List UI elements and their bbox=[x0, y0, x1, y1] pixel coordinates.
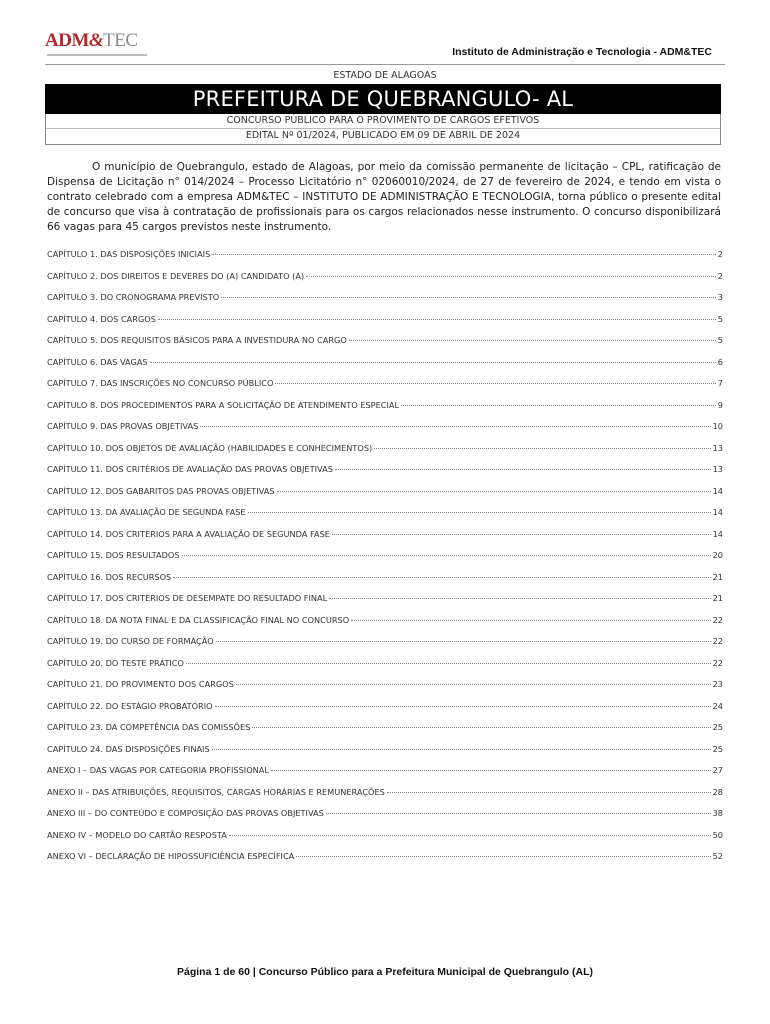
toc-dot-leader bbox=[277, 490, 711, 492]
toc-entry[interactable] bbox=[47, 378, 723, 400]
toc-dot-leader bbox=[271, 769, 711, 771]
toc-entry-label: CAPÍTULO 15. DOS RESULTADOS bbox=[47, 550, 180, 560]
toc-entry-label: CAPÍTULO 6. DAS VAGAS bbox=[47, 356, 148, 367]
toc-entry-label: CAPÍTULO 2. DOS DIREITOS E DEVERES DO (A) CANDIDATO (A) bbox=[47, 270, 305, 281]
toc-dot-leader bbox=[182, 554, 711, 556]
subtitle-edital: EDITAL Nº 01/2024, PUBLICADO EM 09 DE ABRIL DE 2024 bbox=[245, 130, 521, 141]
toc-dot-leader bbox=[351, 619, 710, 621]
toc-entry-label: CAPÍTULO 5. DOS REQUISITOS BÁSICOS PARA A INVESTIDURA NO CARGO bbox=[47, 335, 347, 345]
toc-entry[interactable] bbox=[47, 550, 723, 572]
toc-entry[interactable] bbox=[47, 507, 723, 529]
toc-dot-leader bbox=[374, 447, 710, 449]
table-of-contents bbox=[47, 249, 723, 873]
toc-dot-leader bbox=[212, 748, 711, 750]
toc-entry-label: CAPÍTULO 12. DOS GABARITOS DAS PROVAS OBJETIVAS bbox=[47, 485, 275, 496]
header-divider bbox=[45, 64, 725, 65]
toc-entry-label: ANEXO II – DAS ATRIBUIÇÕES, REQUISITOS, CARGAS HORÁRIAS E REMUNERAÇÕES bbox=[47, 786, 385, 797]
subtitle-box bbox=[45, 114, 721, 145]
toc-dot-leader bbox=[387, 791, 711, 793]
toc-entry-page: 25 bbox=[712, 743, 723, 754]
toc-entry[interactable] bbox=[47, 335, 723, 357]
toc-entry-label: CAPÍTULO 1. DAS DISPOSIÇÕES INICIAIS bbox=[47, 249, 211, 259]
toc-dot-leader bbox=[215, 705, 711, 707]
logo-tagline bbox=[47, 54, 147, 56]
toc-entry-label: CAPÍTULO 9. DAS PROVAS OBJETIVAS bbox=[47, 421, 199, 431]
toc-entry[interactable] bbox=[47, 636, 723, 658]
toc-entry-page: 9 bbox=[717, 399, 723, 410]
toc-entry[interactable] bbox=[47, 615, 723, 637]
toc-dot-leader bbox=[326, 812, 711, 814]
toc-entry[interactable] bbox=[47, 249, 723, 271]
state-label: ESTADO DE ALAGOAS bbox=[333, 70, 437, 81]
toc-entry-label: CAPÍTULO 19. DO CURSO DE FORMAÇÃO bbox=[47, 636, 214, 646]
toc-entry-label: CAPÍTULO 13. DA AVALIAÇÃO DE SEGUNDA FASE bbox=[47, 507, 246, 517]
toc-dot-leader bbox=[212, 253, 715, 255]
toc-entry-label: CAPÍTULO 20. DO TESTE PRÁTICO bbox=[47, 657, 184, 668]
toc-entry-label: CAPÍTULO 11. DOS CRITÉRIOS DE AVALIAÇÃO DAS PROVAS OBJETIVAS bbox=[47, 464, 333, 474]
logo-part-tec: TEC bbox=[103, 30, 138, 51]
toc-dot-leader bbox=[200, 425, 710, 427]
toc-entry-page: 22 bbox=[712, 614, 723, 625]
toc-dot-leader bbox=[335, 468, 711, 470]
document-title: PREFEITURA DE QUEBRANGULO- AL bbox=[45, 84, 721, 114]
toc-entry-page: 5 bbox=[717, 335, 723, 345]
toc-entry-page: 22 bbox=[712, 657, 723, 668]
toc-entry[interactable] bbox=[47, 851, 723, 873]
toc-entry[interactable] bbox=[47, 787, 723, 809]
toc-dot-leader bbox=[216, 640, 711, 642]
logo-part-amp: & bbox=[88, 30, 104, 51]
toc-dot-leader bbox=[221, 296, 716, 298]
toc-entry[interactable] bbox=[47, 443, 723, 465]
toc-entry-label: CAPÍTULO 14. DOS CRITÉRIOS PARA A AVALIAÇÃO DE SEGUNDA FASE bbox=[47, 528, 330, 539]
toc-entry-page: 23 bbox=[712, 679, 723, 689]
toc-entry-page: 13 bbox=[712, 464, 723, 474]
toc-entry-label: CAPÍTULO 24. DAS DISPOSIÇÕES FINAIS bbox=[47, 743, 210, 754]
toc-entry-label: CAPÍTULO 22. DO ESTÁGIO PROBATÓRIO bbox=[47, 700, 213, 711]
toc-entry-label: ANEXO III – DO CONTEÚDO E COMPOSIÇÃO DAS PROVAS OBJETIVAS bbox=[47, 808, 324, 818]
toc-entry[interactable] bbox=[47, 830, 723, 852]
toc-entry-page: 2 bbox=[717, 270, 723, 281]
toc-entry[interactable] bbox=[47, 292, 723, 314]
toc-entry-label: ANEXO VI – DECLARAÇÃO DE HIPOSSUFICIÊNCIA ESPECÍFICA bbox=[47, 851, 295, 861]
toc-entry-label: ANEXO I – DAS VAGAS POR CATEGORIA PROFISSIONAL bbox=[47, 765, 269, 775]
adm-tec-logo bbox=[45, 31, 155, 61]
toc-entry-label: CAPÍTULO 10. DOS OBJETOS DE AVALIAÇÃO (HABILIDADES E CONHECIMENTOS) bbox=[47, 442, 373, 453]
toc-entry-label: CAPÍTULO 4. DOS CARGOS bbox=[47, 313, 156, 324]
toc-entry-page: 21 bbox=[712, 571, 723, 582]
toc-entry-label: CAPÍTULO 21. DO PROVIMENTO DOS CARGOS bbox=[47, 679, 234, 689]
toc-entry-page: 52 bbox=[712, 851, 723, 861]
toc-entry-page: 22 bbox=[712, 636, 723, 646]
toc-entry-page: 5 bbox=[717, 313, 723, 324]
header-institution: Instituto de Administração e Tecnologia - ADM&TEC bbox=[452, 46, 712, 58]
toc-entry-label: CAPÍTULO 23. DA COMPETÊNCIA DAS COMISSÕES bbox=[47, 722, 251, 732]
toc-dot-leader bbox=[275, 382, 715, 384]
toc-dot-leader bbox=[248, 511, 711, 513]
toc-entry[interactable] bbox=[47, 271, 723, 293]
toc-entry-page: 14 bbox=[712, 485, 723, 496]
toc-entry[interactable] bbox=[47, 572, 723, 594]
toc-entry-page: 21 bbox=[712, 593, 723, 603]
logo-mark bbox=[45, 31, 155, 51]
toc-entry-label: CAPÍTULO 18. DA NOTA FINAL E DA CLASSIFICAÇÃO FINAL NO CONCURSO bbox=[47, 614, 350, 625]
toc-entry[interactable] bbox=[47, 314, 723, 336]
subtitle-contest: CONCURSO PÚBLICO PARA O PROVIMENTO DE CARGOS EFETIVOS bbox=[46, 114, 720, 129]
toc-dot-leader bbox=[332, 533, 711, 535]
toc-entry-page: 50 bbox=[712, 829, 723, 840]
toc-entry-label: CAPÍTULO 7. DAS INSCRIÇÕES NO CONCURSO PÚBLICO bbox=[47, 378, 274, 388]
toc-dot-leader bbox=[158, 318, 716, 320]
logo-part-adm: ADM bbox=[45, 30, 89, 51]
toc-dot-leader bbox=[349, 339, 716, 341]
toc-entry-page: 20 bbox=[712, 550, 723, 560]
toc-entry-page: 38 bbox=[712, 808, 723, 818]
toc-entry-page: 14 bbox=[712, 528, 723, 539]
toc-entry[interactable] bbox=[47, 808, 723, 830]
toc-entry-page: 10 bbox=[712, 421, 723, 431]
toc-dot-leader bbox=[306, 275, 716, 277]
toc-entry-page: 7 bbox=[717, 378, 723, 388]
toc-entry-page: 2 bbox=[717, 249, 723, 259]
toc-entry[interactable] bbox=[47, 658, 723, 680]
toc-entry[interactable] bbox=[47, 400, 723, 422]
intro-paragraph: O município de Quebrangulo, estado de Alagoas, por meio da comissão permanente de licitação – CPL, ratificação de Dispensa de Licitação n° 014/2024 – Processo Licitatório n° 02060010/2024, de 27 de fevereiro de 2024, e tendo em vista o contrato celebrado com a empresa ADM&TEC – INSTITUTO DE ADMINISTRAÇÃO E TECNOLOGIA, torna público o presente edital de concurso que visa à contratação de profissionais para os cargos relacionados nesse instrumento. O concurso disponibilizará 66 vagas para 45 cargos previstos neste instrumento. bbox=[47, 161, 721, 233]
toc-entry-label: CAPÍTULO 16. DOS RECURSOS bbox=[47, 571, 172, 582]
toc-entry[interactable] bbox=[47, 701, 723, 723]
toc-entry-label: CAPÍTULO 8. DOS PROCEDIMENTOS PARA A SOLICITAÇÃO DE ATENDIMENTO ESPECIAL bbox=[47, 399, 400, 410]
toc-entry[interactable] bbox=[47, 357, 723, 379]
toc-entry-label: CAPÍTULO 17. DOS CRITÉRIOS DE DESEMPATE DO RESULTADO FINAL bbox=[47, 593, 328, 603]
toc-dot-leader bbox=[173, 576, 710, 578]
toc-entry[interactable] bbox=[47, 529, 723, 551]
toc-entry-label: CAPÍTULO 3. DO CRONOGRAMA PREVISTO bbox=[47, 292, 220, 302]
toc-dot-leader bbox=[401, 404, 716, 406]
toc-dot-leader bbox=[150, 361, 716, 363]
toc-entry[interactable] bbox=[47, 421, 723, 443]
toc-entry[interactable] bbox=[47, 744, 723, 766]
toc-dot-leader bbox=[186, 662, 711, 664]
toc-entry-page: 28 bbox=[712, 786, 723, 797]
toc-entry[interactable] bbox=[47, 593, 723, 615]
toc-dot-leader bbox=[296, 855, 710, 857]
toc-entry-page: 3 bbox=[717, 292, 723, 302]
page-footer: Página 1 de 60 | Concurso Público para a Prefeitura Municipal de Quebrangulo (AL) bbox=[176, 966, 594, 978]
toc-entry-page: 13 bbox=[712, 442, 723, 453]
toc-dot-leader bbox=[236, 683, 711, 685]
toc-entry[interactable] bbox=[47, 765, 723, 787]
toc-entry[interactable] bbox=[47, 722, 723, 744]
toc-entry-page: 6 bbox=[717, 356, 723, 367]
toc-entry[interactable] bbox=[47, 679, 723, 701]
toc-entry-label: ANEXO IV – MODELO DO CARTÃO RESPOSTA bbox=[47, 829, 227, 840]
toc-dot-leader bbox=[252, 726, 710, 728]
toc-entry[interactable] bbox=[47, 486, 723, 508]
toc-entry[interactable] bbox=[47, 464, 723, 486]
toc-entry-page: 24 bbox=[712, 700, 723, 711]
toc-dot-leader bbox=[229, 834, 711, 836]
toc-entry-page: 27 bbox=[712, 765, 723, 775]
toc-entry-page: 25 bbox=[712, 722, 723, 732]
toc-dot-leader bbox=[329, 597, 710, 599]
toc-entry-page: 14 bbox=[712, 507, 723, 517]
